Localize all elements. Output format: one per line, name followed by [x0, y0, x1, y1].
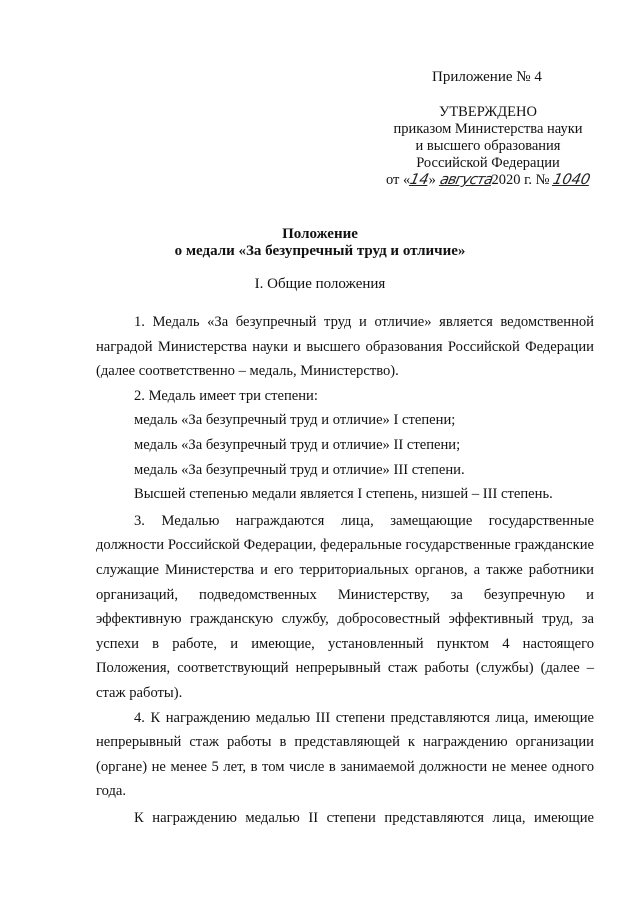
handwritten-number: 1040: [551, 172, 592, 188]
paragraph: медаль «За безупречный труд и отличие» II степени;: [134, 436, 461, 453]
approval-heading: УТВЕРЖДЕНО: [439, 104, 537, 120]
section-heading: I. Общие положения: [254, 276, 386, 292]
handwritten-month: августа: [437, 172, 494, 188]
paragraph: Высшей степенью медали является I степень, низшей – III степень.: [134, 486, 553, 503]
order-year: 2020 г. №: [491, 172, 550, 188]
order-date-line: [385, 172, 591, 189]
paragraph: К награждению медалью II степени представляются лица, имеющие: [134, 809, 594, 826]
paragraph: 1. Медаль «За безупречный труд и отличие» является ведомственной наградой Министерства науки и высшего образования Российской Федерации (далее соответственно – медаль, Министерство).: [96, 314, 594, 380]
date-mid: »: [428, 172, 436, 188]
approval-block: [385, 104, 591, 189]
handwritten-day: 14: [408, 172, 431, 188]
date-prefix: от «: [385, 172, 411, 188]
approval-line-1: приказом Министерства науки: [393, 121, 583, 137]
approval-line-3: Российской Федерации: [416, 155, 560, 171]
document-subtitle: о медали «За безупречный труд и отличие»: [174, 243, 466, 259]
appendix-label: Приложение № 4: [432, 69, 542, 85]
paragraph: 2. Медаль имеет три степени:: [134, 387, 318, 404]
document-body: [96, 310, 594, 830]
paragraph: 3. Медалью награждаются лица, замещающие государственные должности Российской Федерации, федеральные государственные гражданские служащие Министерства и его территориальных органов, а также работники организаций, подведомственных Министерству, за безупречную и эффективную гражданскую службу, добросовестный эффективный труд, за успехи в работе, и имеющие, установленный пунктом 4 настоящего Положения, соответствующий непрерывный стаж работы (службы) (далее – стаж работы).: [96, 512, 594, 701]
paragraph: медаль «За безупречный труд и отличие» I степени;: [134, 412, 456, 429]
document-title: Положение: [282, 226, 358, 242]
paragraph: 4. К награждению медалью III степени представляются лица, имеющие непрерывный стаж работы в представляющей к награждению организации (органе) не менее 5 лет, в том числе в занимаемой должности не менее одного года.: [96, 709, 594, 800]
paragraph: медаль «За безупречный труд и отличие» III степени.: [134, 461, 465, 478]
approval-line-2: и высшего образования: [415, 138, 561, 154]
